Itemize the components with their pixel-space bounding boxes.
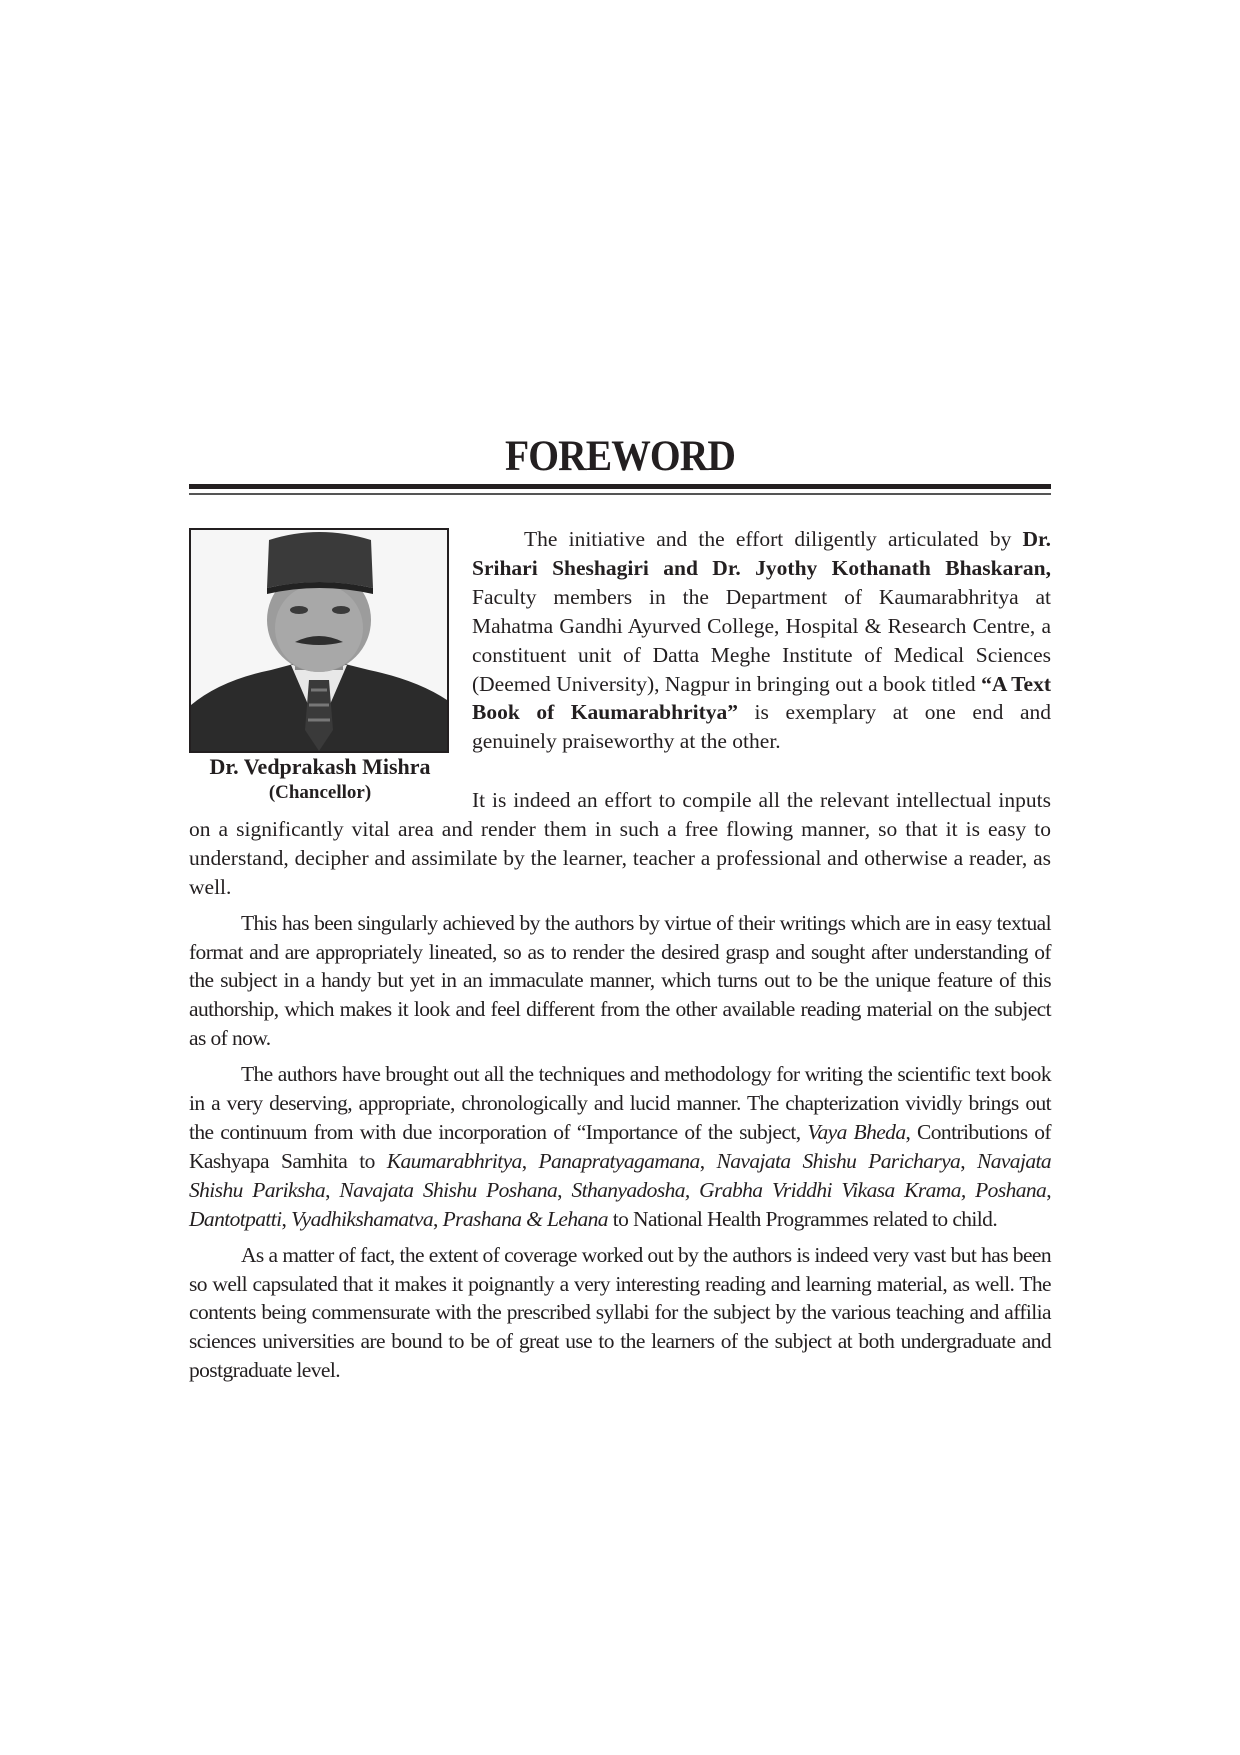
paragraph-text: , [960, 1148, 977, 1173]
italic-term: Vyadhikshamatva [291, 1206, 433, 1231]
photo-caption-name: Dr. Vedprakash Mishra [209, 754, 431, 779]
paragraph-4 [189, 1060, 1051, 1233]
paragraph-1 [472, 525, 1051, 756]
paragraph-text: , [521, 1148, 539, 1173]
paragraph-5: As a matter of fact, the extent of coverage worked out by the authors is indeed very vast but has been so well capsulated that it makes it poignantly a very interesting reading and learning material, as well. The contents being commensurate with the prescribed syllabi for the subject by the various teaching and affilia sciences universities are bound to be of great use to the learners of the subject at both undergraduate and postgraduate level. [189, 1242, 1051, 1383]
italic-term: Prashana & Lehana [442, 1206, 608, 1231]
italic-term: Sthanyadosha, Grabha Vriddhi Vikasa Krama, Poshana [571, 1177, 1047, 1202]
paragraph-text: The authors have brought out all the techniques and methodology for writing the scientific text book in a very deserving, appropriate, chronologically and lucid manner. The chapterization vividly brings out the continuum from with due incorporation of “Importance of the subject, [189, 1062, 1051, 1144]
paragraph-3: This has been singularly achieved by the authors by virtue of their writings which are in easy textual format and are appropriately lineated, so as to render the desired grasp and sought after understanding of the subject in a handy but yet in an immaculate manner, which turns out to be the unique feature of this authorship, which makes it look and feel different from the other available reading material on the subject as of now. [189, 910, 1051, 1051]
title-rule-thick [189, 484, 1051, 489]
paragraph-text: , [433, 1206, 443, 1231]
paragraph-text: , [281, 1206, 292, 1231]
italic-term: Navajata Shishu Pariksha [189, 1148, 1051, 1202]
italic-term: Kaumarabhritya [386, 1148, 522, 1173]
book-title: “A Text Book of Kaumarabhritya” [472, 671, 1051, 725]
portrait-icon [191, 530, 447, 751]
paragraph-text: to National Health Programmes related to child. [607, 1206, 998, 1231]
italic-term: Vaya Bheda [807, 1119, 906, 1144]
paragraph-text: , [699, 1148, 717, 1173]
photo-caption-role: (Chancellor) [268, 782, 372, 803]
paragraph-text: It is indeed an effort to compile all the relevant intellectual inputs on a significantly vital area and render them in such a free flowing manner, so that it is easy to understand, decipher and assimilate by the learner, teacher a professional and otherwise a reader, as well. [189, 788, 1051, 899]
foreword-intro-column [472, 525, 1051, 756]
foreword-body [189, 786, 1051, 1392]
paragraph-text: is exemplary at one end and genuinely praiseworthy at the other. [472, 700, 1051, 754]
paragraph-text: , [325, 1177, 340, 1202]
italic-term: Navajata Shishu Paricharya [716, 1148, 961, 1173]
page-title: FOREWORD [505, 433, 735, 480]
author-names: Dr. Srihari Sheshagiri and Dr. Jyothy Kothanath Bhaskaran, [472, 527, 1051, 580]
paragraph-text: Faculty members in the Department of Kaumarabhritya at Mahatma Gandhi Ayurved College, Hospital & Research Centre, a constituent unit of Datta Meghe Institute of Medical Sciences (Deemed University), Nagpur in bringing out a book titled [472, 584, 1051, 696]
paragraph-text: , Contributions of Kashyapa Samhita to [189, 1119, 1051, 1173]
italic-term: Navajata Shishu Poshana [339, 1177, 558, 1202]
portrait-photo [189, 528, 449, 753]
italic-term: Panapratyagamana [538, 1148, 700, 1173]
paragraph-text: , [557, 1177, 572, 1202]
paragraph-text: The initiative and the effort diligently articulated by [524, 527, 1023, 551]
paragraph-text: , [1046, 1177, 1051, 1202]
paragraph-2 [189, 786, 1051, 902]
italic-term: Dantotpatti [189, 1206, 282, 1231]
title-rule-thin [189, 493, 1051, 495]
